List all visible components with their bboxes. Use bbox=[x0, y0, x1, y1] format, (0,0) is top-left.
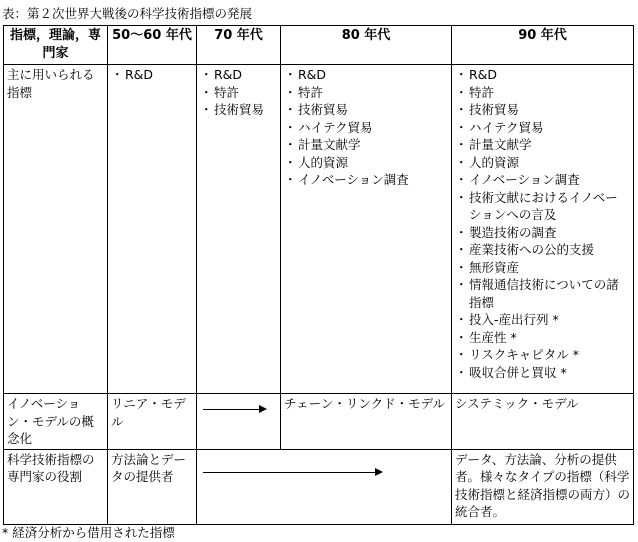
indicator-list bbox=[111, 66, 193, 84]
header-row bbox=[4, 26, 634, 65]
cell-indicators-50s bbox=[108, 65, 197, 394]
indicator-item: ・ 技術貿易 bbox=[284, 101, 448, 119]
row-label-indicators: 主に用いられる指標 bbox=[4, 65, 108, 394]
indicator-item: ・ ハイテク貿易 bbox=[455, 119, 630, 137]
indicator-item: ・ 人的資源 bbox=[455, 154, 630, 172]
cell-indicators-80s bbox=[281, 65, 452, 394]
cell-model-80s: チェーン・リンクド・モデル bbox=[281, 394, 452, 450]
indicator-item: ・ イノベーション調査 bbox=[455, 171, 630, 189]
indicator-item: ・ R&D bbox=[455, 66, 630, 84]
indicator-item: ・ 吸収合併と買収 * bbox=[455, 364, 630, 382]
indicator-item: ・ 特許 bbox=[200, 84, 277, 102]
header-category: 指標，理論，専門家 bbox=[4, 26, 108, 65]
cell-expert-70s-80s bbox=[197, 449, 452, 524]
indicator-item: ・ 技術文献におけるイノベーションへの言及 bbox=[455, 189, 630, 224]
indicator-item: ・ 技術貿易 bbox=[455, 101, 630, 119]
arrow-right-icon bbox=[203, 409, 265, 410]
indicator-item: ・ 特許 bbox=[284, 84, 448, 102]
indicator-item: ・ ハイテク貿易 bbox=[284, 119, 448, 137]
header-80s: 80 年代 bbox=[281, 26, 452, 65]
indicator-item: ・ R&D bbox=[200, 66, 277, 84]
indicator-item: ・ 計量文献学 bbox=[284, 136, 448, 154]
indicator-item: ・ 計量文献学 bbox=[455, 136, 630, 154]
cell-model-50s: リニア・モデル bbox=[108, 394, 197, 450]
header-70s: 70 年代 bbox=[197, 26, 281, 65]
row-label-expert: 科学技術指標の専門家の役割 bbox=[4, 449, 108, 524]
header-1950s-60s: 50～60 年代 bbox=[108, 26, 197, 65]
indicator-item: ・ R&D bbox=[284, 66, 448, 84]
cell-indicators-70s bbox=[197, 65, 281, 394]
cell-expert-50s: 方法論とデータの提供者 bbox=[108, 449, 197, 524]
indicator-item: ・ 技術貿易 bbox=[200, 101, 277, 119]
cell-indicators-90s bbox=[452, 65, 634, 394]
cell-expert-90s: データ、方法論、分析の提供者。様々なタイプの指標（科学技術指標と経済指標の両方）の統合者。 bbox=[452, 449, 634, 524]
indicator-list bbox=[455, 66, 630, 381]
indicator-item: ・ 無形資産 bbox=[455, 259, 630, 277]
indicator-item: ・ R&D bbox=[111, 66, 193, 84]
table-caption: 表：第２次世界大戦後の科学技術指標の発展 bbox=[2, 6, 253, 21]
indicator-item: ・ 投入‐産出行列 * bbox=[455, 311, 630, 329]
indicator-item: ・ 生産性 * bbox=[455, 329, 630, 347]
indicator-item: ・ 産業技術への公的支援 bbox=[455, 241, 630, 259]
table-row-indicators bbox=[4, 65, 634, 394]
cell-model-70s bbox=[197, 394, 281, 450]
table-row-model bbox=[4, 394, 634, 450]
indicator-item: ・ 特許 bbox=[455, 84, 630, 102]
indicator-item: ・ 製造技術の調査 bbox=[455, 224, 630, 242]
row-label-model: イノベーション・モデルの概念化 bbox=[4, 394, 108, 450]
indicator-item: ・ 情報通信技術についての諸指標 bbox=[455, 276, 630, 311]
cell-model-90s: システミック・モデル bbox=[452, 394, 634, 450]
indicator-item: ・ 人的資源 bbox=[284, 154, 448, 172]
indicator-list bbox=[200, 66, 277, 119]
indicator-item: ・ イノベーション調査 bbox=[284, 171, 448, 189]
indicator-list bbox=[284, 66, 448, 189]
indicators-table bbox=[3, 25, 634, 525]
arrow-right-icon bbox=[203, 472, 381, 473]
header-90s: 90 年代 bbox=[452, 26, 634, 65]
table-row-expert bbox=[4, 449, 634, 524]
footnote: * 経済分析から借用された指標 bbox=[2, 525, 175, 540]
indicator-item: ・ リスクキャピタル * bbox=[455, 346, 630, 364]
